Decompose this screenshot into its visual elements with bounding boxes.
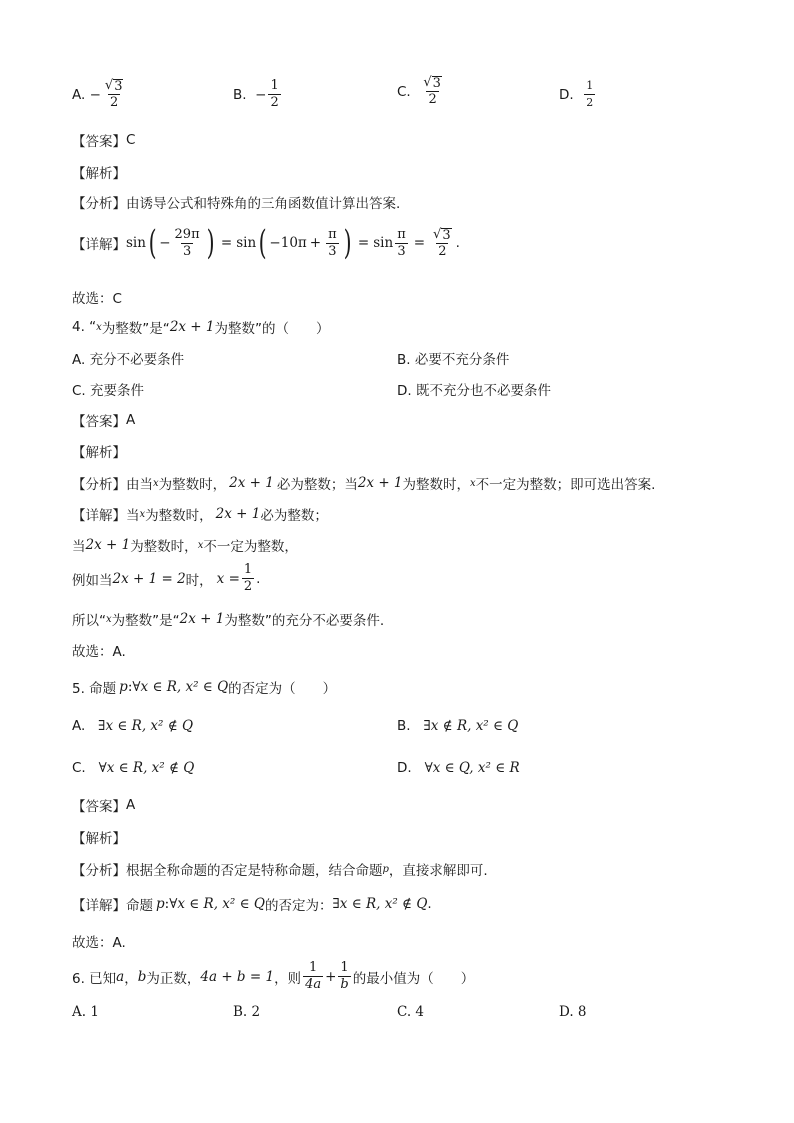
var-p: p xyxy=(119,679,128,695)
option-text: A. 1 xyxy=(72,1004,99,1020)
var-b: b xyxy=(137,968,147,985)
q6-option-d xyxy=(559,1004,587,1020)
q4-choice xyxy=(72,640,126,660)
option-label: D. xyxy=(397,760,412,776)
equals-sign: = xyxy=(413,235,426,251)
left-paren: ( xyxy=(258,223,267,263)
math-expr: ∀x ∈ Q, x² ∈ R xyxy=(424,760,520,776)
q6-option-c xyxy=(397,1004,424,1020)
q4-fenxi xyxy=(72,473,655,493)
text: 根据全称命题的否定是特称命题，结合命题 xyxy=(126,863,383,879)
text: 必为整数； xyxy=(260,508,328,524)
period: . xyxy=(427,896,432,912)
numerator: 1 xyxy=(308,960,318,975)
math-expr: 2x + 1 xyxy=(357,475,403,491)
choice-text: 故选：C xyxy=(72,291,122,307)
sin-func: sin xyxy=(373,235,394,251)
comma: ， xyxy=(124,970,138,987)
q4-analysis-label xyxy=(72,441,126,461)
q4-answer xyxy=(72,410,135,430)
text: 所以“ xyxy=(72,613,106,629)
choice-text: 故选：A. xyxy=(72,644,126,660)
text: 为整数时， xyxy=(402,477,471,493)
fraction xyxy=(338,960,350,993)
option-label: A. xyxy=(72,718,86,734)
denominator: 3 xyxy=(397,243,406,259)
plus-sign: + xyxy=(309,235,322,251)
answer-label: 【答案】 xyxy=(72,134,126,150)
q5-option-d xyxy=(397,760,520,776)
text: 必为整数；当 xyxy=(276,477,358,493)
sin-func: sin xyxy=(236,235,257,251)
q5-option-c xyxy=(72,760,194,776)
fraction xyxy=(326,227,339,260)
period: . xyxy=(455,235,460,251)
math-expr: 2x + 1 = 2 xyxy=(112,570,186,587)
option-label: C. xyxy=(397,83,411,100)
math-expr: ∀x ∈ R, x² ∈ Q xyxy=(132,679,229,695)
fraction: √ 3 2 xyxy=(433,226,451,259)
text: 为整数时， xyxy=(145,508,213,524)
option-label: D. xyxy=(559,86,574,103)
radicand: 3 xyxy=(432,76,441,91)
minus-sign: − xyxy=(89,86,101,103)
stem-text: 5. 命题 xyxy=(72,681,117,697)
left-paren: ( xyxy=(148,223,157,263)
q3-analysis-label xyxy=(72,162,126,182)
detail-label: 【详解】 xyxy=(72,508,126,524)
var-x: x xyxy=(139,508,146,520)
denominator: 3 xyxy=(328,243,337,259)
var-x: x xyxy=(470,477,476,489)
stem-text: 的否定为（ ） xyxy=(228,681,337,697)
q3-fenxi xyxy=(72,192,400,212)
radicand: 3 xyxy=(114,79,123,94)
fraction xyxy=(268,78,280,111)
denominator: 3 xyxy=(182,243,192,259)
q3-choice xyxy=(72,287,122,307)
denominator: 2 xyxy=(243,579,253,594)
fraction xyxy=(395,227,408,260)
text: 不一定为整数；即可选出答案. xyxy=(475,477,656,493)
text: 为整数”是“ xyxy=(111,613,180,629)
q4-stem xyxy=(72,317,330,337)
radicand: 3 xyxy=(442,227,451,243)
numerator: 1 xyxy=(586,79,594,92)
q4-option-c xyxy=(72,379,144,399)
q4-detail xyxy=(72,504,328,524)
q3-option-a xyxy=(72,78,127,111)
stem-text: 的最小值为（ ） xyxy=(352,970,475,987)
option-label: B. xyxy=(233,86,247,103)
period: . xyxy=(256,570,261,587)
denominator: 4a xyxy=(305,977,322,992)
math-expr: ∃x ∉ R, x² ∈ Q xyxy=(423,718,519,734)
q4-option-b xyxy=(397,348,509,368)
text: 当 xyxy=(126,508,140,524)
detail-label: 【详解】 xyxy=(72,237,126,253)
fraction xyxy=(584,78,595,111)
denominator: 2 xyxy=(270,95,279,110)
equals-sign: = xyxy=(357,235,370,251)
q5-detail xyxy=(72,894,432,914)
fraction xyxy=(173,227,202,260)
stem-text: 为整数”的（ ） xyxy=(214,321,330,337)
math-expr: ∃x ∈ R, x² ∉ Q xyxy=(98,718,194,734)
q4-option-a xyxy=(72,348,184,368)
q3-option-d xyxy=(559,78,597,111)
text: 由当 xyxy=(126,477,153,493)
q5-option-a xyxy=(72,718,193,734)
var-a: a xyxy=(116,968,125,985)
var-x: x xyxy=(106,613,112,625)
option-text: D. 8 xyxy=(559,1004,587,1020)
math-expr: ∃x ∈ R, x² ∉ Q xyxy=(332,896,428,912)
right-paren: ) xyxy=(206,223,215,263)
q5-stem xyxy=(72,677,336,697)
analysis-label: 【解析】 xyxy=(72,831,126,847)
answer-label: 【答案】 xyxy=(72,799,126,815)
option-text: D. 既不充分也不必要条件 xyxy=(397,383,551,399)
minus-sign: − xyxy=(255,86,267,103)
text: 不一定为整数， xyxy=(203,539,298,555)
math-expr: 2x + 1 xyxy=(229,475,274,491)
numerator: π xyxy=(328,226,337,242)
math-expr: 2x + 1 xyxy=(169,319,215,335)
numerator: 1 xyxy=(243,562,253,577)
answer-value: A xyxy=(126,412,136,428)
text: 时， xyxy=(185,572,213,589)
q6-stem: 6. 已知 a ， b 为正数， 4a + b = 1 ，则 $\frac{1}{4a}$ + $\frac{1}{b}$ 的最小值为（ ） xyxy=(72,960,475,992)
analysis-label: 【解析】 xyxy=(72,166,126,182)
choice-text: 故选：A. xyxy=(72,935,126,951)
option-text: B. 必要不充分条件 xyxy=(397,352,510,368)
numerator: 1 xyxy=(270,78,279,93)
denominator: 2 xyxy=(110,95,119,110)
numerator: 29π xyxy=(174,226,200,242)
q4-detail-line2 xyxy=(72,535,298,555)
text: 为整数”的充分不必要条件. xyxy=(224,613,385,629)
q6-option-a xyxy=(72,1004,99,1020)
denominator: 2 xyxy=(428,92,437,107)
option-text: C. 4 xyxy=(397,1004,425,1020)
detail-label: 【详解】 xyxy=(72,898,126,914)
q4-detail-line3 xyxy=(72,562,260,595)
var-p: p xyxy=(382,863,389,875)
q5-answer xyxy=(72,795,135,815)
math-expr: x = xyxy=(216,570,240,587)
stem-text: 为整数”是“ xyxy=(101,321,170,337)
q6-option-b xyxy=(233,1004,260,1020)
math-expr: 2x + 1 xyxy=(179,611,225,627)
math-expr: 2x + 1 xyxy=(85,537,131,553)
stem-text: 6. 已知 xyxy=(72,970,117,987)
math-expr: 2x + 1 xyxy=(215,506,261,522)
var-x: x xyxy=(197,539,204,551)
denominator: 2 xyxy=(586,96,594,109)
q5-choice xyxy=(72,931,126,951)
option-text: A. 充分不必要条件 xyxy=(72,352,185,368)
fraction xyxy=(303,960,323,993)
fenxi-label: 【分析】 xyxy=(72,863,126,879)
text: 当 xyxy=(72,539,86,555)
fenxi-label: 【分析】 xyxy=(72,477,126,493)
q5-fenxi xyxy=(72,859,488,879)
colon: : xyxy=(164,896,170,912)
var-p: p xyxy=(156,896,165,912)
fraction xyxy=(242,562,254,595)
sin-func: sin xyxy=(126,235,146,251)
denominator: 2 xyxy=(438,243,447,259)
answer-value: A xyxy=(126,797,136,813)
var-x: x xyxy=(153,477,159,489)
right-paren: ) xyxy=(343,223,352,263)
text: 的否定为： xyxy=(264,898,333,914)
fraction: √ 3 2 xyxy=(423,75,441,107)
text: ，直接求解即可. xyxy=(388,863,488,879)
text: 为整数时， xyxy=(130,539,198,555)
text: 例如当 xyxy=(72,572,113,589)
numerator: 1 xyxy=(340,960,349,975)
stem-text: ，则 xyxy=(274,970,302,987)
answer-label: 【答案】 xyxy=(72,414,126,430)
stem-text: 4. “ xyxy=(72,319,97,335)
q3-option-b xyxy=(233,78,283,111)
colon: : xyxy=(127,679,133,695)
q5-option-b xyxy=(397,718,518,734)
numerator: π xyxy=(397,226,406,242)
q3-detail xyxy=(72,223,460,263)
fenxi-text: 由诱导公式和特殊角的三角函数值计算出答案. xyxy=(126,196,401,212)
math-expr: ∀x ∈ R, x² ∈ Q xyxy=(169,896,265,912)
analysis-label: 【解析】 xyxy=(72,445,126,461)
math-expr: 4a + b = 1 xyxy=(200,968,275,985)
equals-sign: = xyxy=(220,235,233,251)
text: 为整数时， xyxy=(158,477,227,493)
q4-option-d xyxy=(397,379,551,399)
q3-option-c xyxy=(397,75,446,108)
q5-analysis-label xyxy=(72,827,126,847)
fenxi-label: 【分析】 xyxy=(72,196,126,212)
fraction: √ 3 2 xyxy=(104,78,123,110)
answer-value: C xyxy=(126,132,136,148)
var-x: x xyxy=(96,321,102,333)
term: −10π xyxy=(269,235,307,251)
option-text: B. 2 xyxy=(233,1004,261,1020)
stem-text: 为正数， xyxy=(146,970,201,987)
option-label: A. xyxy=(72,86,86,103)
minus-sign: − xyxy=(159,235,171,251)
q3-answer xyxy=(72,130,135,150)
denominator: b xyxy=(340,977,349,992)
option-text: C. 充要条件 xyxy=(72,383,145,399)
text: 命题 xyxy=(126,898,153,914)
q4-detail-line4 xyxy=(72,609,384,629)
math-expr: ∀x ∈ R, x² ∉ Q xyxy=(98,760,195,776)
option-label: C. xyxy=(72,760,86,776)
option-label: B. xyxy=(397,718,411,734)
